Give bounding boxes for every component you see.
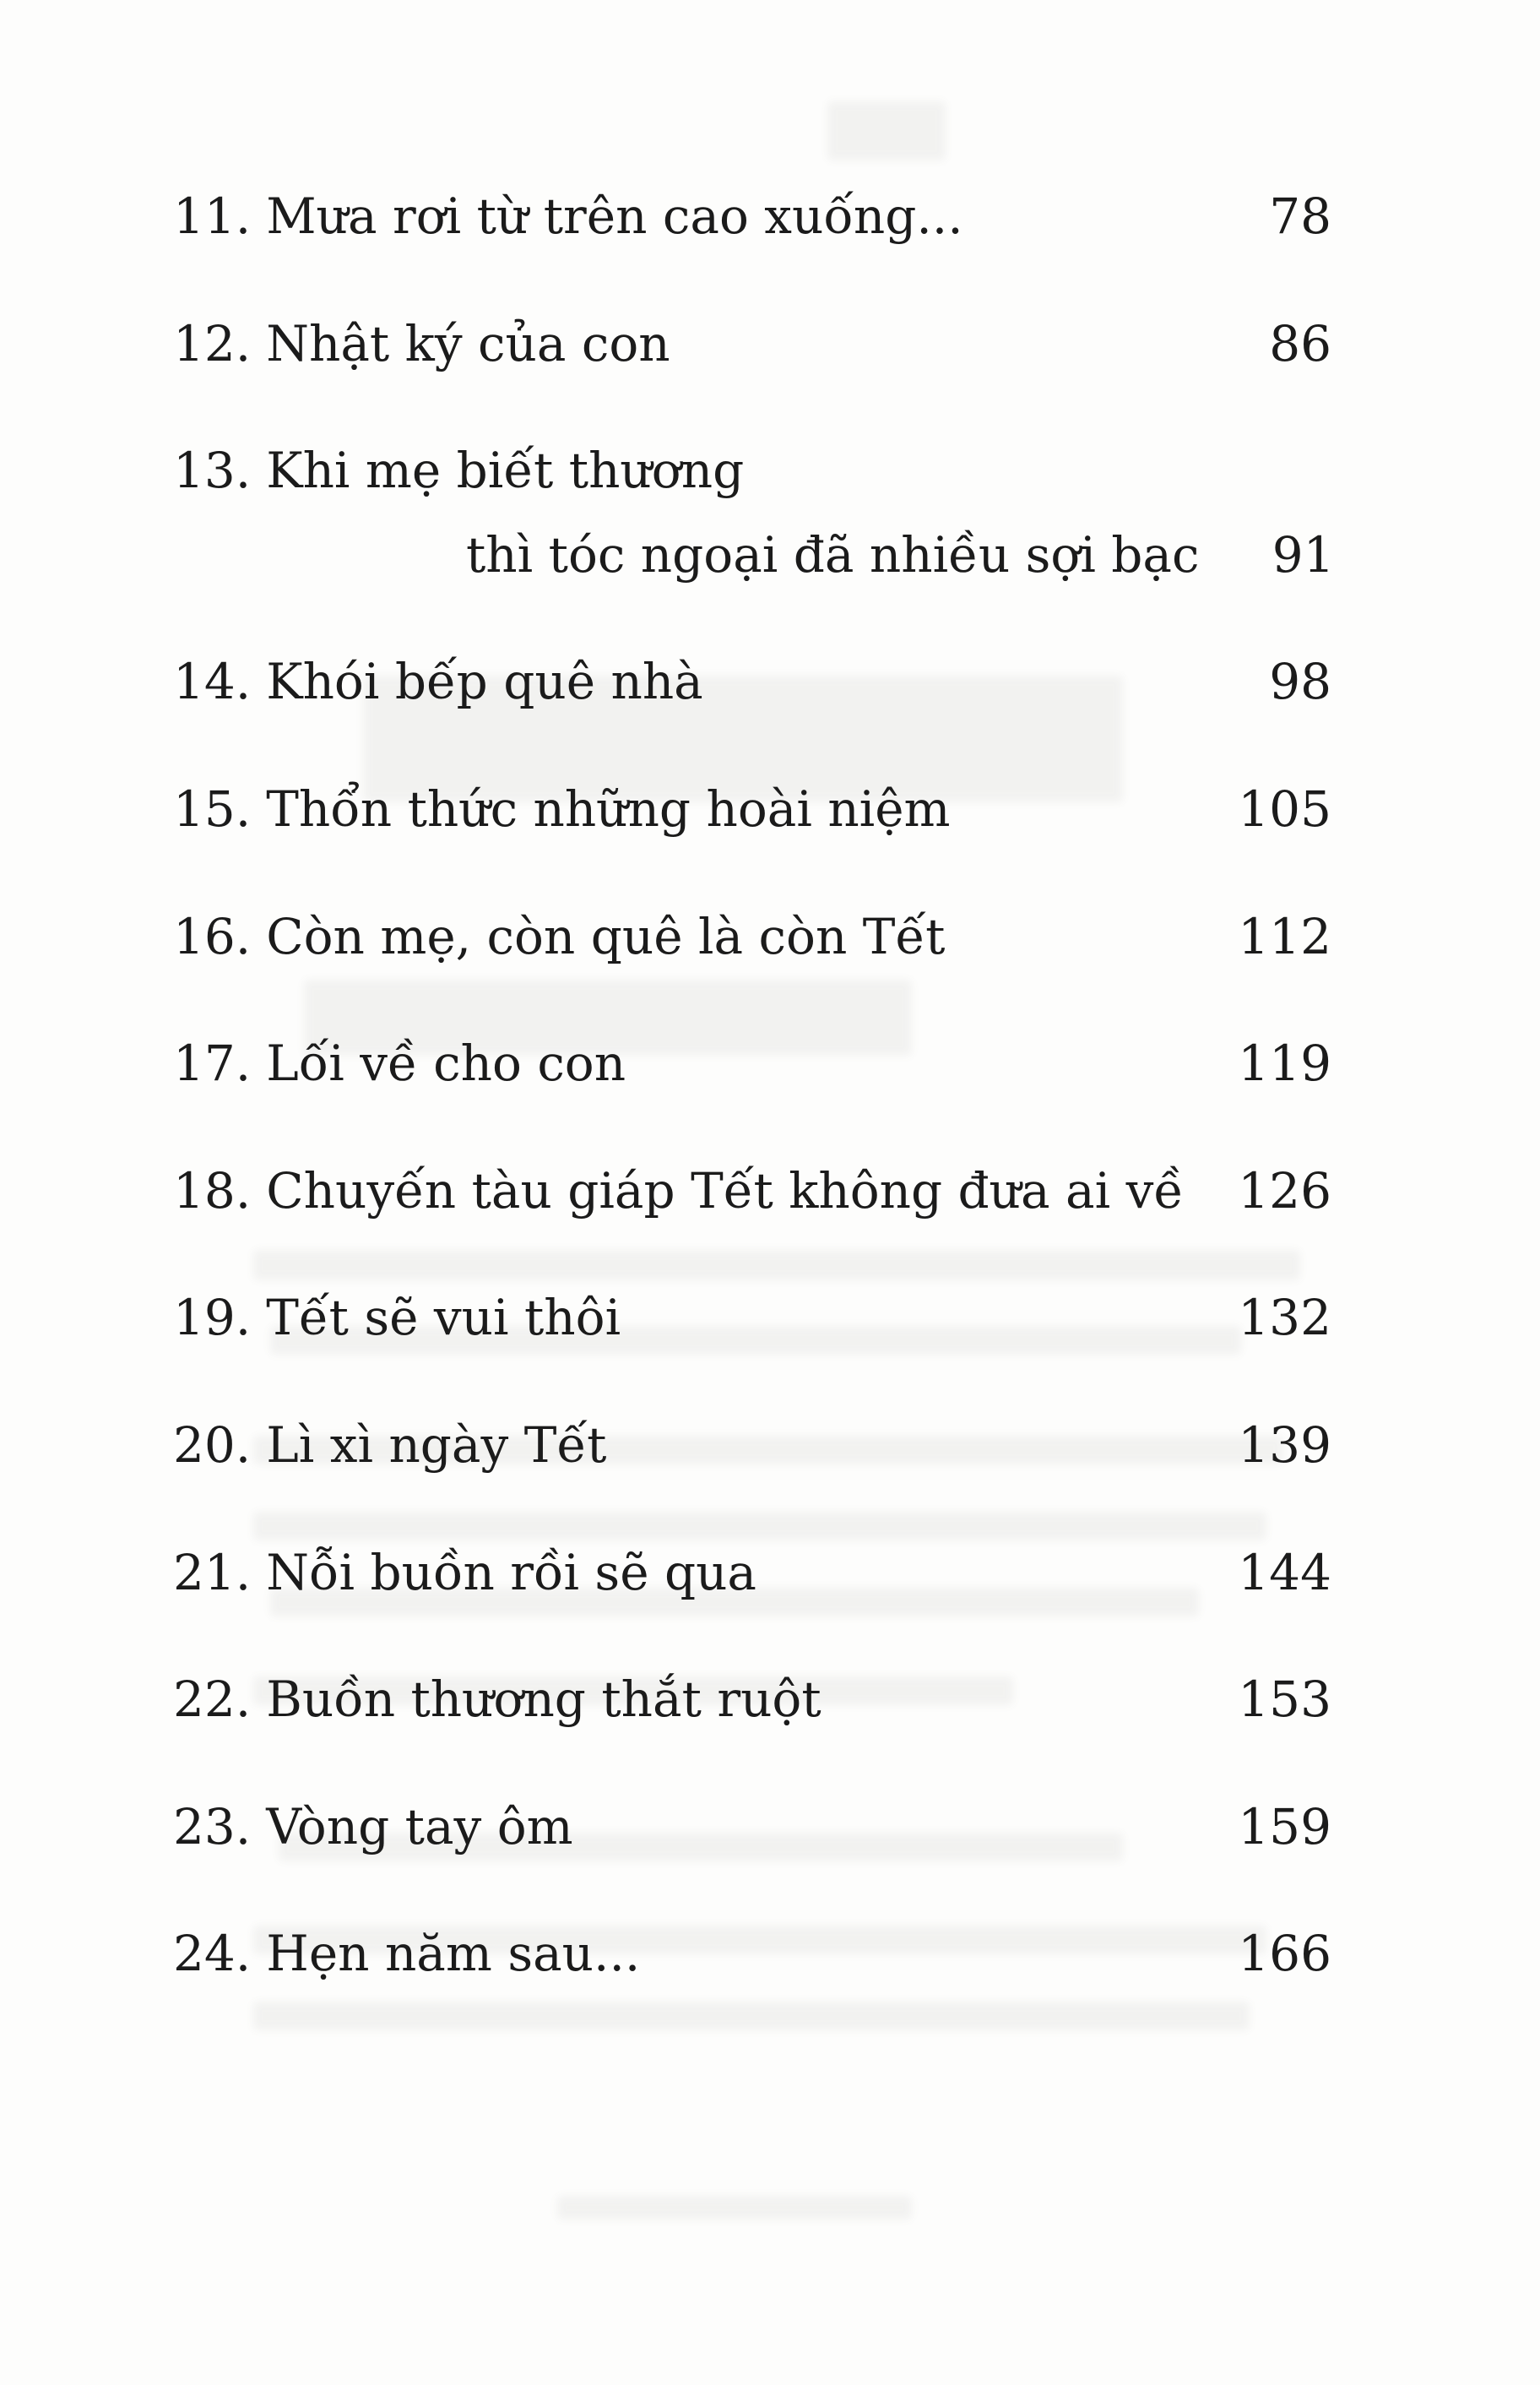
entry-number: 24. [173, 1925, 252, 1983]
entry-page-number: 159 [1238, 1797, 1331, 1855]
entry-number: 23. [173, 1797, 252, 1855]
entry-title: Nỗi buồn rồi sẽ qua [266, 1543, 757, 1601]
entry-number: 14. [173, 653, 252, 711]
entry-page-number: 78 [1269, 187, 1331, 245]
table-of-contents [173, 187, 1335, 1984]
toc-entry [173, 1162, 1331, 1221]
toc-entry [173, 908, 1331, 967]
entry-title: Thổn thức những hoài niệm [266, 780, 951, 838]
entry-number: 15. [173, 780, 252, 838]
entry-page-number: 153 [1238, 1671, 1331, 1729]
entry-number: 12. [173, 314, 252, 372]
entry-title: Hẹn năm sau... [266, 1925, 641, 1983]
entry-title: Còn mẹ, còn quê là còn Tết [266, 907, 946, 965]
entry-page-number: 105 [1238, 780, 1331, 838]
entry-number: 22. [173, 1671, 252, 1729]
toc-entry [173, 442, 1335, 584]
toc-entry [173, 1035, 1331, 1094]
entry-title: Khói bếp quê nhà [266, 653, 703, 711]
entry-title: Lì xì ngày Tết [266, 1415, 607, 1474]
entry-page-number: 126 [1238, 1161, 1331, 1220]
entry-page-number: 139 [1238, 1415, 1331, 1474]
entry-number: 16. [173, 907, 252, 965]
toc-entry [173, 187, 1331, 247]
entry-number: 11. [173, 187, 252, 245]
entry-title: Buồn thương thắt ruột [266, 1671, 822, 1729]
entry-title: Lối về cho con [266, 1035, 626, 1093]
toc-entry [173, 1544, 1331, 1603]
toc-entry [173, 780, 1331, 839]
toc-entry [173, 1416, 1331, 1475]
entry-title: Tết sẽ vui thôi [266, 1289, 621, 1347]
entry-page-number: 112 [1238, 907, 1331, 965]
entry-number: 17. [173, 1035, 252, 1093]
entry-page-number: 132 [1238, 1289, 1331, 1347]
entry-title: Mưa rơi từ trên cao xuống... [266, 187, 963, 245]
entry-page-number: 86 [1269, 314, 1331, 372]
entry-title: Vòng tay ôm [266, 1797, 573, 1855]
entry-title: Nhật ký của con [266, 314, 670, 372]
entry-number: 13. [173, 442, 252, 500]
entry-number: 21. [173, 1543, 252, 1601]
entry-page-number: 144 [1238, 1543, 1331, 1601]
entry-number: 20. [173, 1415, 252, 1474]
bleed-through-text [827, 101, 946, 160]
toc-entry [173, 1671, 1331, 1730]
toc-entry [173, 1798, 1331, 1857]
entry-title: Khi mẹ biết thương [266, 442, 745, 500]
toc-entry [173, 1289, 1331, 1348]
entry-page-number: 91 [1272, 525, 1335, 584]
entry-number: 18. [173, 1161, 252, 1220]
bleed-through-text [253, 2002, 1250, 2030]
entry-number: 19. [173, 1289, 252, 1347]
toc-entry [173, 653, 1331, 712]
entry-page-number: 119 [1238, 1035, 1331, 1093]
bleed-through-text [557, 2196, 912, 2219]
entry-title: Chuyến tàu giáp Tết không đưa ai về [266, 1161, 1185, 1220]
entry-page-number: 98 [1269, 653, 1331, 711]
toc-entry [173, 1925, 1331, 1984]
entry-page-number: 166 [1238, 1925, 1331, 1983]
entry-title-line2: thì tóc ngoại đã nhiều sợi bạc [466, 525, 1200, 584]
toc-entry [173, 315, 1331, 374]
